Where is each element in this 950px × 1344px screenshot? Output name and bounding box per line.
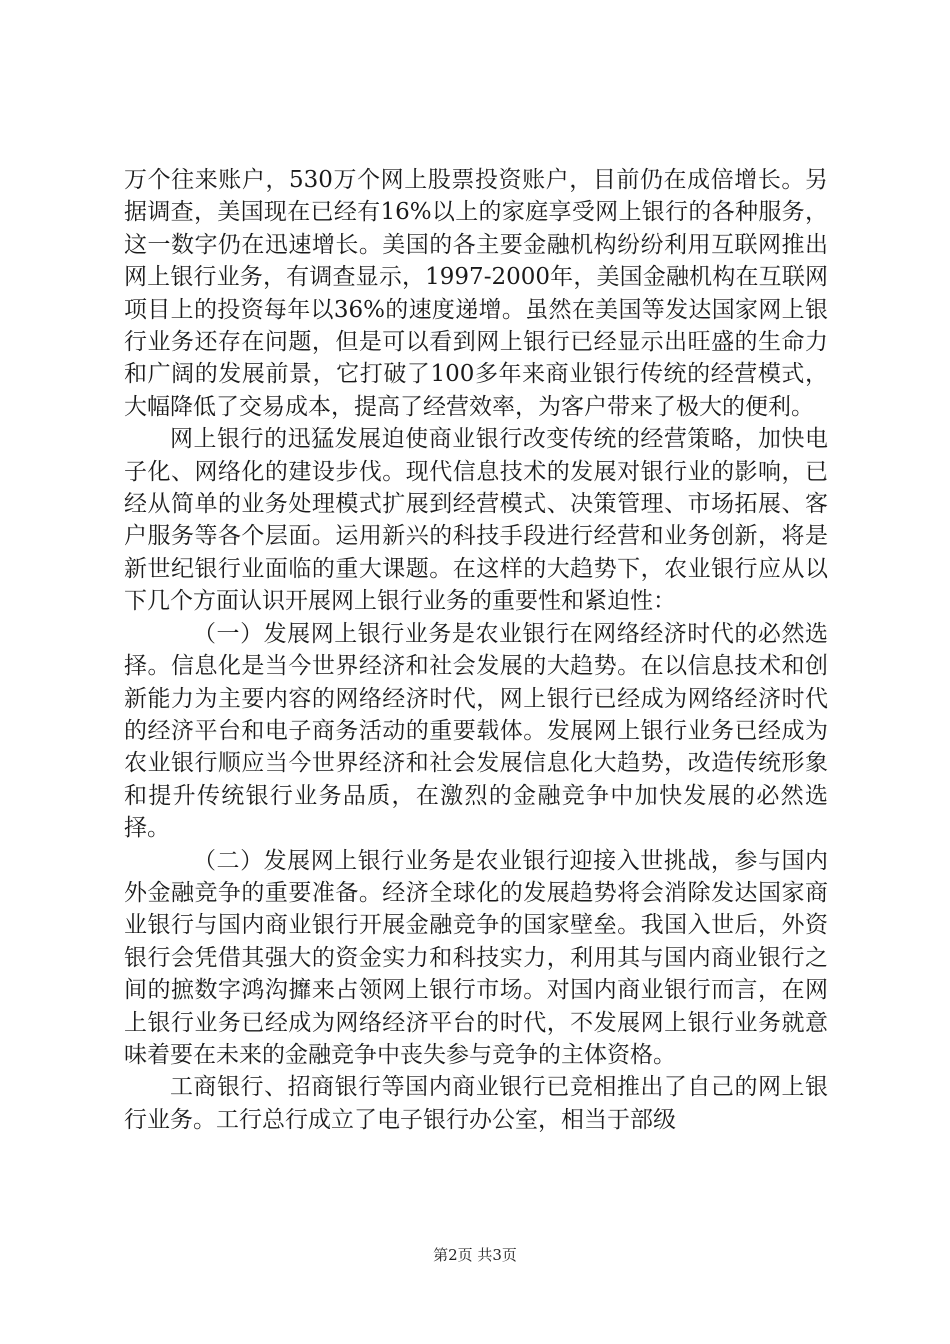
page-number-label: 第2页 共3页 <box>433 1246 517 1264</box>
paragraph-4: （二）发展网上银行业务是农业银行迎接入世挑战，参与国内外金融竞争的重要准备。经济全球化的发展趋势将会消除发达国家商业银行与国内商业银行开展金融竞争的国家壁垒。我国入世后，外资银行会凭借其强大的资金实力和科技实力，利用其与国内商业银行之间的摭数字鸿沟攠来占领网上银行市场。对国内商业银行而言，在网上银行业务已经成为网络经济平台的时代，不发展网上银行业务就意味着要在未来的金融竞争中丧失参与竞争的主体资格。 <box>124 847 828 1068</box>
paragraph-1: 万个往来账户，530万个网上股票投资账户，目前仍在成倍增长。另据调查，美国现在已经有16%以上的家庭享受网上银行的各种服务，这一数字仍在迅速增长。美国的各主要金融机构纷纷利用互联网推出网上银行业务，有调查显示，1997-2000年，美国金融机构在互联网项目上的投资每年以36%的速度递增。虽然在美国等发达国家网上银行业务还存在问题，但是可以看到网上银行已经显示出旺盛的生命力和广阔的发展前景，它打破了100多年来商业银行传统的经营模式，大幅降低了交易成本，提高了经营效率，为客户带来了极大的便利。 <box>124 167 828 420</box>
paragraph-2: 网上银行的迅猛发展迫使商业银行改变传统的经营策略，加快电子化、网络化的建设步伐。现代信息技术的发展对银行业的影响，已经从简单的业务处理模式扩展到经营模式、决策管理、市场拓展、客户服务等各个层面。运用新兴的科技手段进行经营和业务创新，将是新世纪银行业面临的重大课题。在这样的大趋势下，农业银行应从以下几个方面认识开展网上银行业务的重要性和紧迫性： <box>124 426 828 615</box>
document-body <box>124 164 828 1136</box>
page-footer <box>0 1244 950 1265</box>
paragraph-3: （一）发展网上银行业务是农业银行在网络经济时代的必然选择。信息化是当今世界经济和社会发展的大趋势。在以信息技术和创新能力为主要内容的网络经济时代，网上银行已经成为网络经济时代的经济平台和电子商务活动的重要载体。发展网上银行业务已经成为农业银行顺应当今世界经济和社会发展信息化大趋势，改造传统形象和提升传统银行业务品质，在激烈的金融竞争中加快发展的必然选择。 <box>124 620 828 842</box>
paragraph-5: 工商银行、招商银行等国内商业银行已竞相推出了自己的网上银行业务。工行总行成立了电子银行办公室，相当于部级 <box>124 1074 828 1133</box>
